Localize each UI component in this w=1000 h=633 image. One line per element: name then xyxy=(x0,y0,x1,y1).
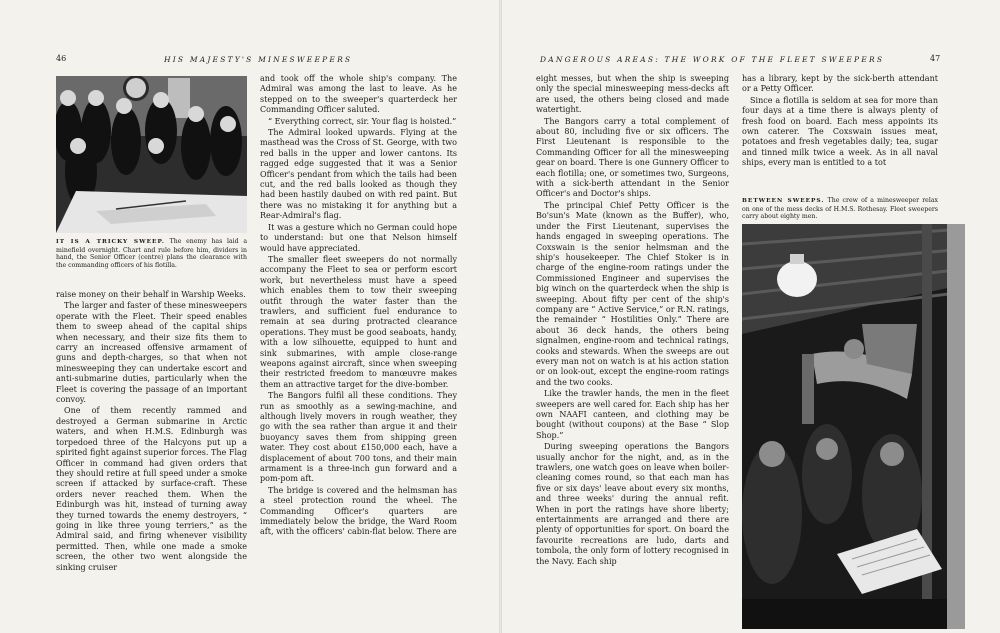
paragraph: The bridge is covered and the helmsman has a steel protection round the wheel. The Commanding Officer's quarters are immediately below the bridge, the Ward Room aft, with the officers' cabin-flat below. There are xyxy=(260,485,457,537)
right-photo-caption xyxy=(742,197,938,221)
paragraph: The Bangors fulfil all these conditions. They run as smoothly as a sewing-machine, and although lively movers in rough weather, they go with the sea rather than argue it and their buoyancy saves them from shipping green water. They cost about £150,000 each, have a displacement of about 700 tons, and their main armament is a three-inch gun forward and a pom-pom aft. xyxy=(260,391,457,484)
left-column-2 xyxy=(260,74,457,626)
left-column-1 xyxy=(56,290,247,626)
paragraph: The principal Chief Petty Officer is the Bo'sun's Mate (known as the Buffer), who, under the First Lieutenant, supervises the hands engaged in sweeping operations. The Coxswain is the senior helmsman and the ship's housekeeper. The Chief Stoker is in charge of the engine-room ratings under the Commissioned Engineer and supervises the big winch on the quarterdeck when the ship is sweeping. About fifty per cent of the ship's company are “ Active Service,” or R.N. ratings, the remainder “ Hostilities Only.” There are about 36 deck hands, the others being signalmen, engine-room and technical ratings, cooks and stewards. When the sweeps are out every man not on watch is at his action station or on look-out, except the engine-room ratings and the two cooks. xyxy=(536,200,729,387)
paragraph: The smaller fleet sweepers do not normally accompany the Fleet to sea or perform escort work, but nevertheless must have a speed which enables them to tow their sweeping outfit through the water faster than the trawlers, and sufficient fuel endurance to remain at sea during protracted clearance operations. They must be good seaboats, handy, with a low silhouette, equipped to hunt and sink submarines, with ample close-range weapons against aircraft, since when sweeping their restricted freedom to manœuvre makes them an attractive target for the dive-bomber. xyxy=(260,254,457,389)
right-page-number: 47 xyxy=(930,54,941,63)
right-column-2 xyxy=(742,74,938,178)
paragraph: and took off the whole ship's company. The Admiral was among the last to leave. As he stepped on to the sweeper's quarterdeck her Commanding Officer saluted. xyxy=(260,74,457,115)
left-page-number: 46 xyxy=(56,54,67,63)
mess-deck-photo-image xyxy=(742,224,965,629)
paragraph: The larger and faster of these minesweepers operate with the Fleet. Their speed enables them to sweep ahead of the capital ships when necessary, and their size fits them to carry an increased offensive armament of guns and depth-charges, so that when not minesweeping they can undertake escort and anti-submarine duties, particularly when the Fleet is covering the passage of an important convoy. xyxy=(56,301,247,405)
mess-deck-photo xyxy=(742,224,965,629)
left-running-head: HIS MAJESTY'S MINESWEEPERS xyxy=(164,55,353,64)
paragraph: eight messes, but when the ship is sweeping only the special minesweeping mess-decks aft are used, the others being closed and made watertight. xyxy=(536,74,729,115)
left-caption-lead: IT IS A TRICKY SWEEP. xyxy=(56,239,165,245)
paragraph: The Bangors carry a total complement of about 80, including five or six officers. The First Lieutenant is responsible to the Commanding Officer for all the minesweeping gear on board. There is one Gunnery Officer to each flotilla; one, or sometimes two, Surgeons, with a sick-berth attendant in the Senior Officer's and Doctor's ships. xyxy=(536,116,729,199)
page-gutter xyxy=(499,0,502,633)
paragraph: “ Everything correct, sir. Your flag is hoisted.” xyxy=(268,116,457,126)
left-photo-caption xyxy=(56,238,247,269)
paragraph: One of them recently rammed and destroyed a German submarine in Arctic waters, and when H.M.S. Edinburgh was torpedoed three of the Halcyons put up a spirited fight against superior forces. The Flag Officer in command had given orders that they should retire at full speed under a smoke screen if attacked by surface-craft. These orders never reached them. When the Edinburgh was hit, instead of turning away they turned towards the enemy destroyers, “ going in like three young terriers,” as the Admiral said, and firing whenever visibility permitted. Then, while one made a smoke screen, the other two went alongside the sinking cruiser xyxy=(56,406,247,572)
paragraph: Like the trawler hands, the men in the fleet sweepers are well cared for. Each ship has her own NAAFI canteen, and clothing may be bought (without coupons) at the Base “ Slop Shop.” xyxy=(536,389,729,440)
left-caption-text: The enemy has laid a minefield overnight. Chart and rule before him, dividers in hand, the Senior Officer (centre) plans the clearance with the commanding officers of his flotilla. xyxy=(56,238,248,269)
paragraph: The Admiral looked upwards. Flying at the masthead was the Cross of St. George, with two red balls in the upper and lower cantons. Its ragged edge suggested that it was a Senior Officer's pendant from which the tails had been cut, and the red balls looked as though they had been hastily daubed on with red paint. But there was no mistaking it for anything but a Rear-Admiral's flag. xyxy=(260,128,457,221)
paragraph: raise money on their behalf in Warship Weeks. xyxy=(56,290,246,299)
right-caption-lead: BETWEEN SWEEPS. xyxy=(742,198,825,204)
right-running-head: DANGEROUS AREAS: THE WORK OF THE FLEET SWEEPERS xyxy=(540,55,885,64)
officers-planning-photo-image xyxy=(56,76,247,233)
officers-planning-photo xyxy=(56,76,247,233)
paragraph: During sweeping operations the Bangors usually anchor for the night, and, as in the trawlers, one watch goes on leave when boiler-cleaning comes round, so that each man has five or six days' leave about every six months, and three weeks' during the annual refit. When in port the ratings have shore liberty; entertainments are arranged and there are plenty of opportunities for sport. On board the favourite recreations are ludo, darts and tombola, the only form of lottery recognised in the Navy. Each ship xyxy=(536,442,729,566)
paragraph: It was a gesture which no German could hope to understand: but one that Nelson himself would have appreciated. xyxy=(260,222,457,253)
paragraph: Since a flotilla is seldom at sea for more than four days at a time there is always plenty of fresh food on board. Each mess appoints its own caterer. The Coxswain issues meat, potatoes and fresh vegetables daily; tea, sugar and tinned milk twice a week. As in all naval ships, every man is entitled to a tot xyxy=(742,95,938,168)
paragraph: has a library, kept by the sick-berth attendant or a Petty Officer. xyxy=(742,74,938,94)
right-column-1 xyxy=(536,74,729,626)
right-caption-text: The crew of a minesweeper relax on one of the mess decks of H.M.S. Rothesay. Fleet sweepers carry about eighty men. xyxy=(742,197,939,221)
